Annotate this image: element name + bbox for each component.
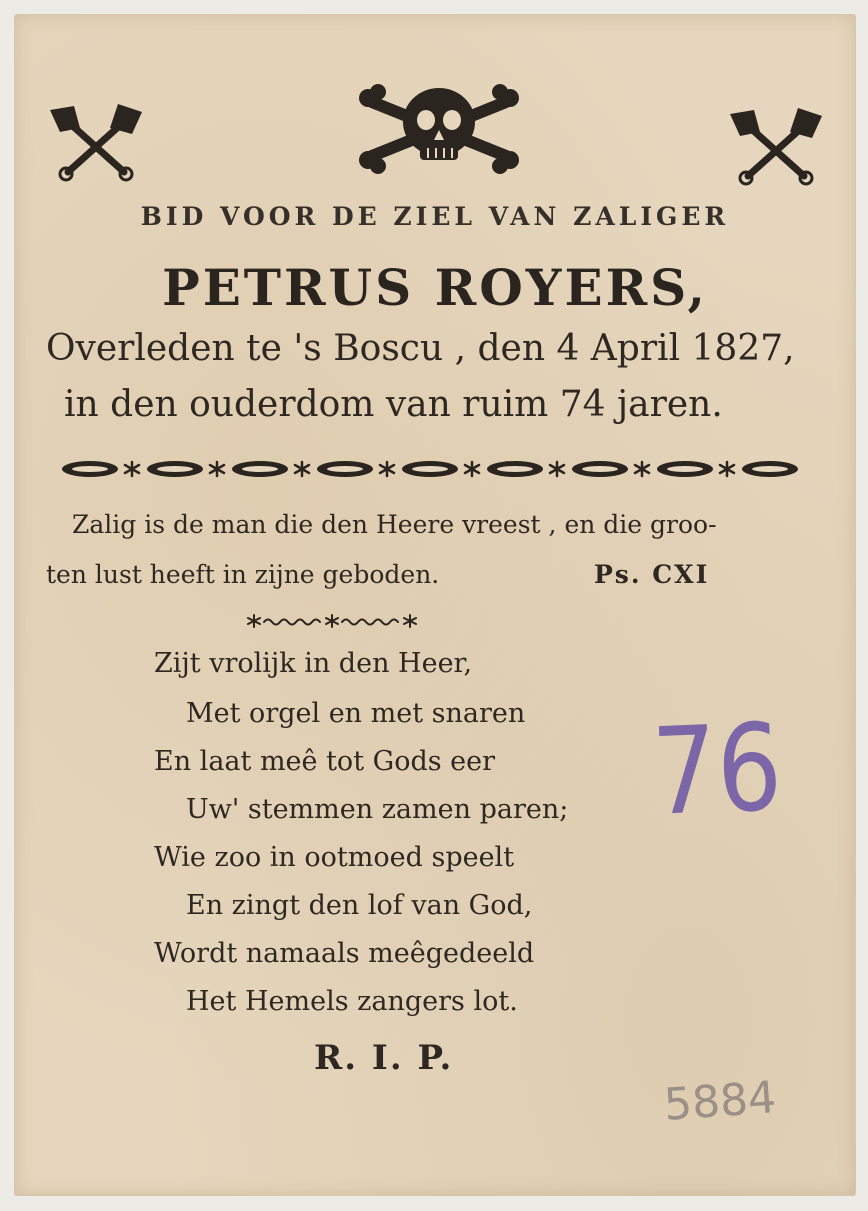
poem-line-8: Het Hemels zangers lot.	[186, 986, 518, 1017]
rip-closing: R. I. P.	[314, 1038, 454, 1078]
handwritten-archive-number: 5884	[662, 1072, 778, 1131]
handwritten-annotation-number: 76	[650, 698, 784, 843]
verse-line-2: ten lust heeft in zijne geboden.	[46, 560, 440, 589]
age-line: in den ouderdom van ruim 74 jaren.	[64, 384, 723, 425]
poem-line-3: En laat meê tot Gods eer	[154, 746, 496, 777]
prayer-heading: BID VOOR DE ZIEL VAN ZALIGER	[140, 202, 730, 231]
small-ornament	[246, 612, 418, 630]
poem-line-6: En zingt den lof van God,	[186, 890, 533, 921]
poem-line-2: Met orgel en met snaren	[186, 698, 526, 729]
deceased-name	[14, 258, 856, 317]
crossed-shovels-left-icon	[46, 102, 146, 182]
deceased-name-text: PETRUS ROYERS	[162, 258, 688, 317]
poem-line-5: Wie zoo in ootmoed speelt	[154, 842, 515, 873]
ornamental-border	[62, 456, 802, 482]
verse-reference: Ps. CXI	[594, 560, 710, 589]
verse-line-1: Zalig is de man die den Heere vreest , en die groo-	[72, 510, 717, 539]
poem-line-1: Zijt vrolijk in den Heer,	[154, 648, 473, 679]
poem-line-7: Wordt namaals meêgedeeld	[154, 938, 535, 969]
deceased-name-comma: ,	[687, 258, 708, 317]
crossed-shovels-right-icon	[726, 106, 826, 186]
death-date-line: Overleden te 's Boscu , den 4 April 1827,	[46, 328, 795, 369]
mourning-card	[14, 14, 856, 1196]
poem-line-4: Uw' stemmen zamen paren;	[186, 794, 569, 825]
skull-and-crossbones-icon	[354, 74, 524, 174]
